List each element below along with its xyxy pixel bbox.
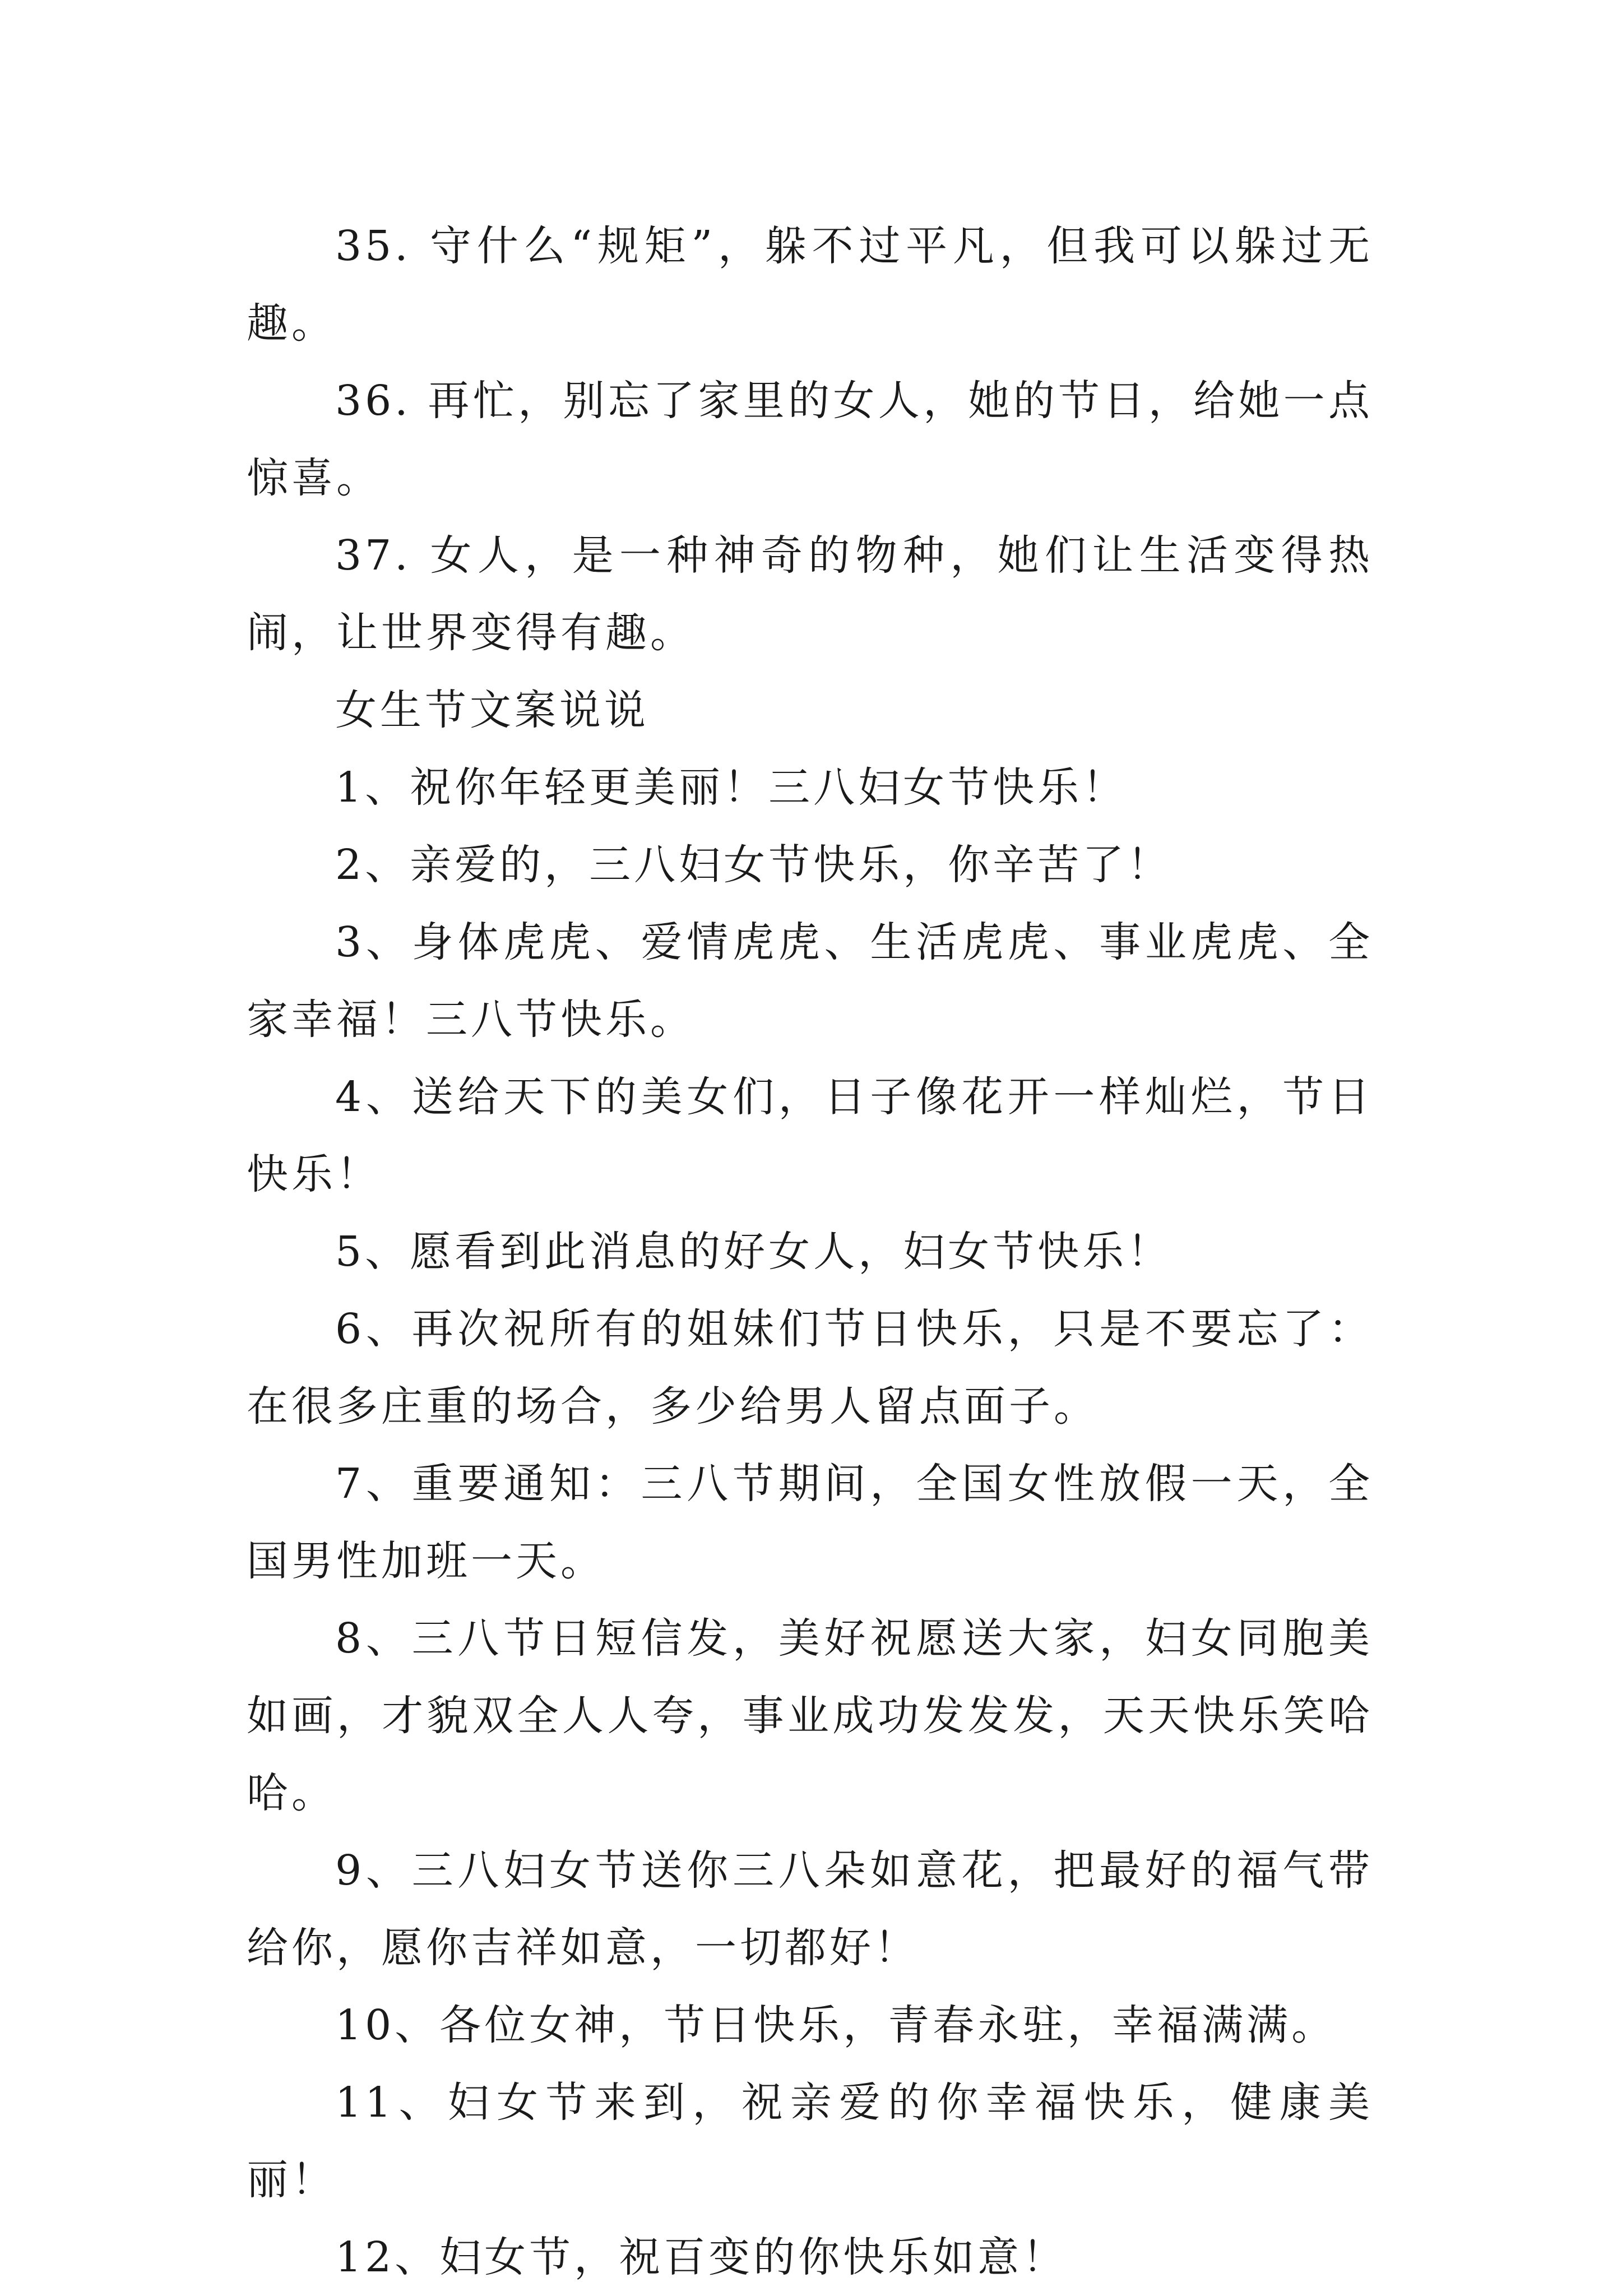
list-item-4: 4、送给天下的美女们，日子像花开一样灿烂，节日快乐！ bbox=[247, 1073, 1373, 1198]
list-item-5: 5、愿看到此消息的好女人，妇女节快乐！ bbox=[335, 1228, 1173, 1276]
list-item-8: 8、三八节日短信发，美好祝愿送大家，妇女同胞美如画，才貌双全人人夸，事业成功发发发，天天快乐笑哈哈。 bbox=[247, 1614, 1373, 1817]
paragraph-35: 35. 守什么“规矩”，躲不过平凡，但我可以躲过无趣。 bbox=[247, 222, 1373, 348]
list-item-1: 1、祝你年轻更美丽！三八妇女节快乐！ bbox=[335, 763, 1128, 812]
list-item-7: 7、重要通知：三八节期间，全国女性放假一天，全国男性加班一天。 bbox=[247, 1460, 1373, 1585]
paragraph-37: 37. 女人，是一种神奇的物种，她们让生活变得热闹，让世界变得有趣。 bbox=[247, 531, 1373, 657]
paragraph-36: 36. 再忙，别忘了家里的女人，她的节日，给她一点惊喜。 bbox=[247, 377, 1373, 502]
list-item-10: 10、各位女神，节日快乐，青春永驻，幸福满满。 bbox=[335, 2001, 1337, 2049]
list-item-6: 6、再次祝所有的姐妹们节日快乐，只是不要忘了：在很多庄重的场合，多少给男人留点面子。 bbox=[247, 1305, 1373, 1431]
list-item-3: 3、身体虎虎、爱情虎虎、生活虎虎、事业虎虎、全家幸福！三八节快乐。 bbox=[247, 918, 1373, 1044]
list-item-11: 11、妇女节来到，祝亲爱的你幸福快乐，健康美丽！ bbox=[247, 2079, 1373, 2204]
list-item-2: 2、亲爱的，三八妇女节快乐，你辛苦了！ bbox=[335, 841, 1173, 889]
document-body bbox=[247, 207, 1373, 2296]
list-item-9: 9、三八妇女节送你三八朵如意花，把最好的福气带给你，愿你吉祥如意，一切都好！ bbox=[247, 1846, 1373, 1972]
section-heading: 女生节文案说说 bbox=[335, 686, 649, 734]
list-item-12: 12、妇女节，祝百变的你快乐如意！ bbox=[335, 2233, 1068, 2281]
